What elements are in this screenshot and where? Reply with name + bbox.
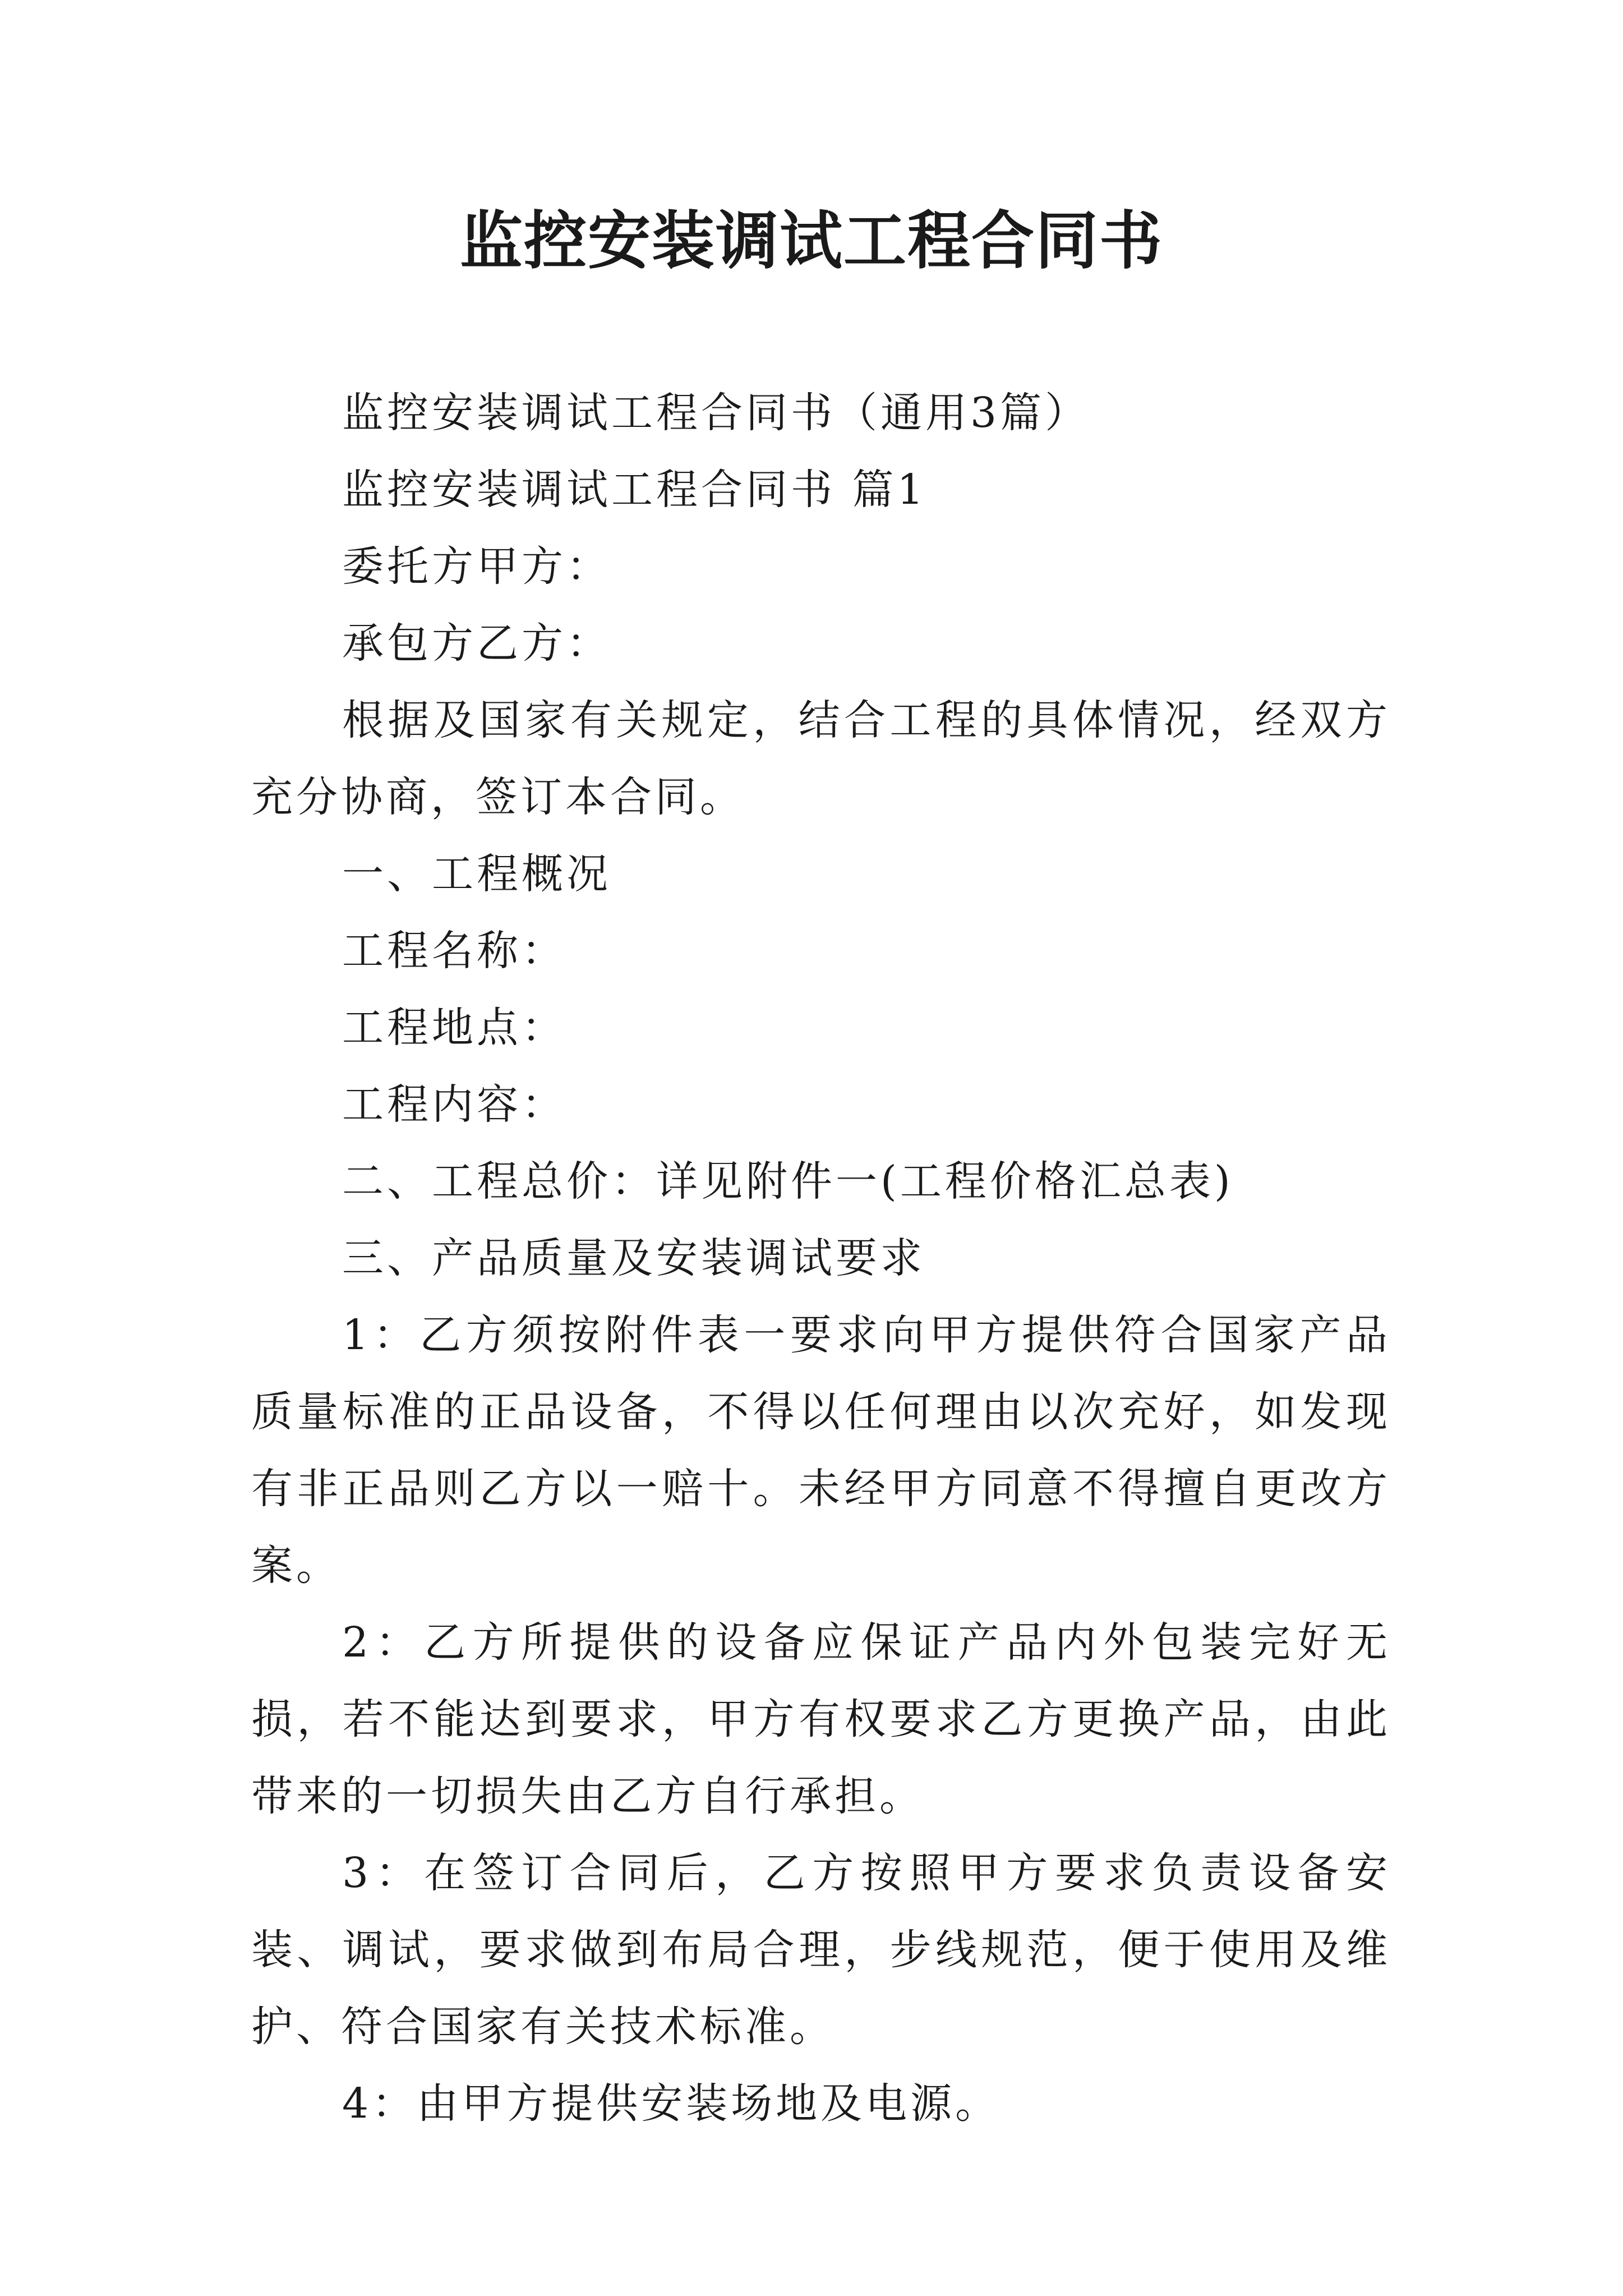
paragraph-party-b: 承包方乙方： (342, 619, 611, 668)
paragraph-project-location: 工程地点： (342, 1004, 566, 1052)
paragraph-project-content: 工程内容： (342, 1080, 566, 1129)
paragraph-clause-1: 1：乙方须按附件表一要求向甲方提供符合国家产品质量标准的正品设备，不得以任何理由以次充好，如发现有非正品则乙方以一赔十。未经甲方同意不得擅自更改方案。 (251, 1311, 1391, 1590)
paragraph-total-price: 二、工程总价：详见附件一(工程价格汇总表) (342, 1157, 1234, 1205)
paragraph-party-a: 委托方甲方： (342, 542, 611, 591)
document-title: 监控安装调试工程合同书 (460, 204, 1163, 278)
document-body (251, 375, 1391, 2142)
paragraph-section-heading: 监控安装调试工程合同书 篇1 (342, 466, 927, 514)
paragraph-project-name: 工程名称： (342, 927, 566, 975)
paragraph-project-overview: 一、工程概况 (342, 850, 611, 898)
paragraph-clause-4: 4：由甲方提供安装场地及电源。 (342, 2079, 1000, 2128)
paragraph-preamble: 根据及国家有关规定，结合工程的具体情况，经双方充分协商，签订本合同。 (251, 696, 1391, 821)
paragraph-clause-2: 2：乙方所提供的设备应保证产品内外包装完好无损，若不能达到要求，甲方有权要求乙方更换产品，由此带来的一切损失由乙方自行承担。 (251, 1618, 1391, 1820)
paragraph-quality-requirements: 三、产品质量及安装调试要求 (342, 1234, 925, 1282)
paragraph-clause-3: 3：在签订合同后，乙方按照甲方要求负责设备安装、调试，要求做到布局合理，步线规范，便于使用及维护、符合国家有关技术标准。 (251, 1849, 1391, 2051)
paragraph-subtitle: 监控安装调试工程合同书（通用3篇） (342, 389, 1090, 437)
